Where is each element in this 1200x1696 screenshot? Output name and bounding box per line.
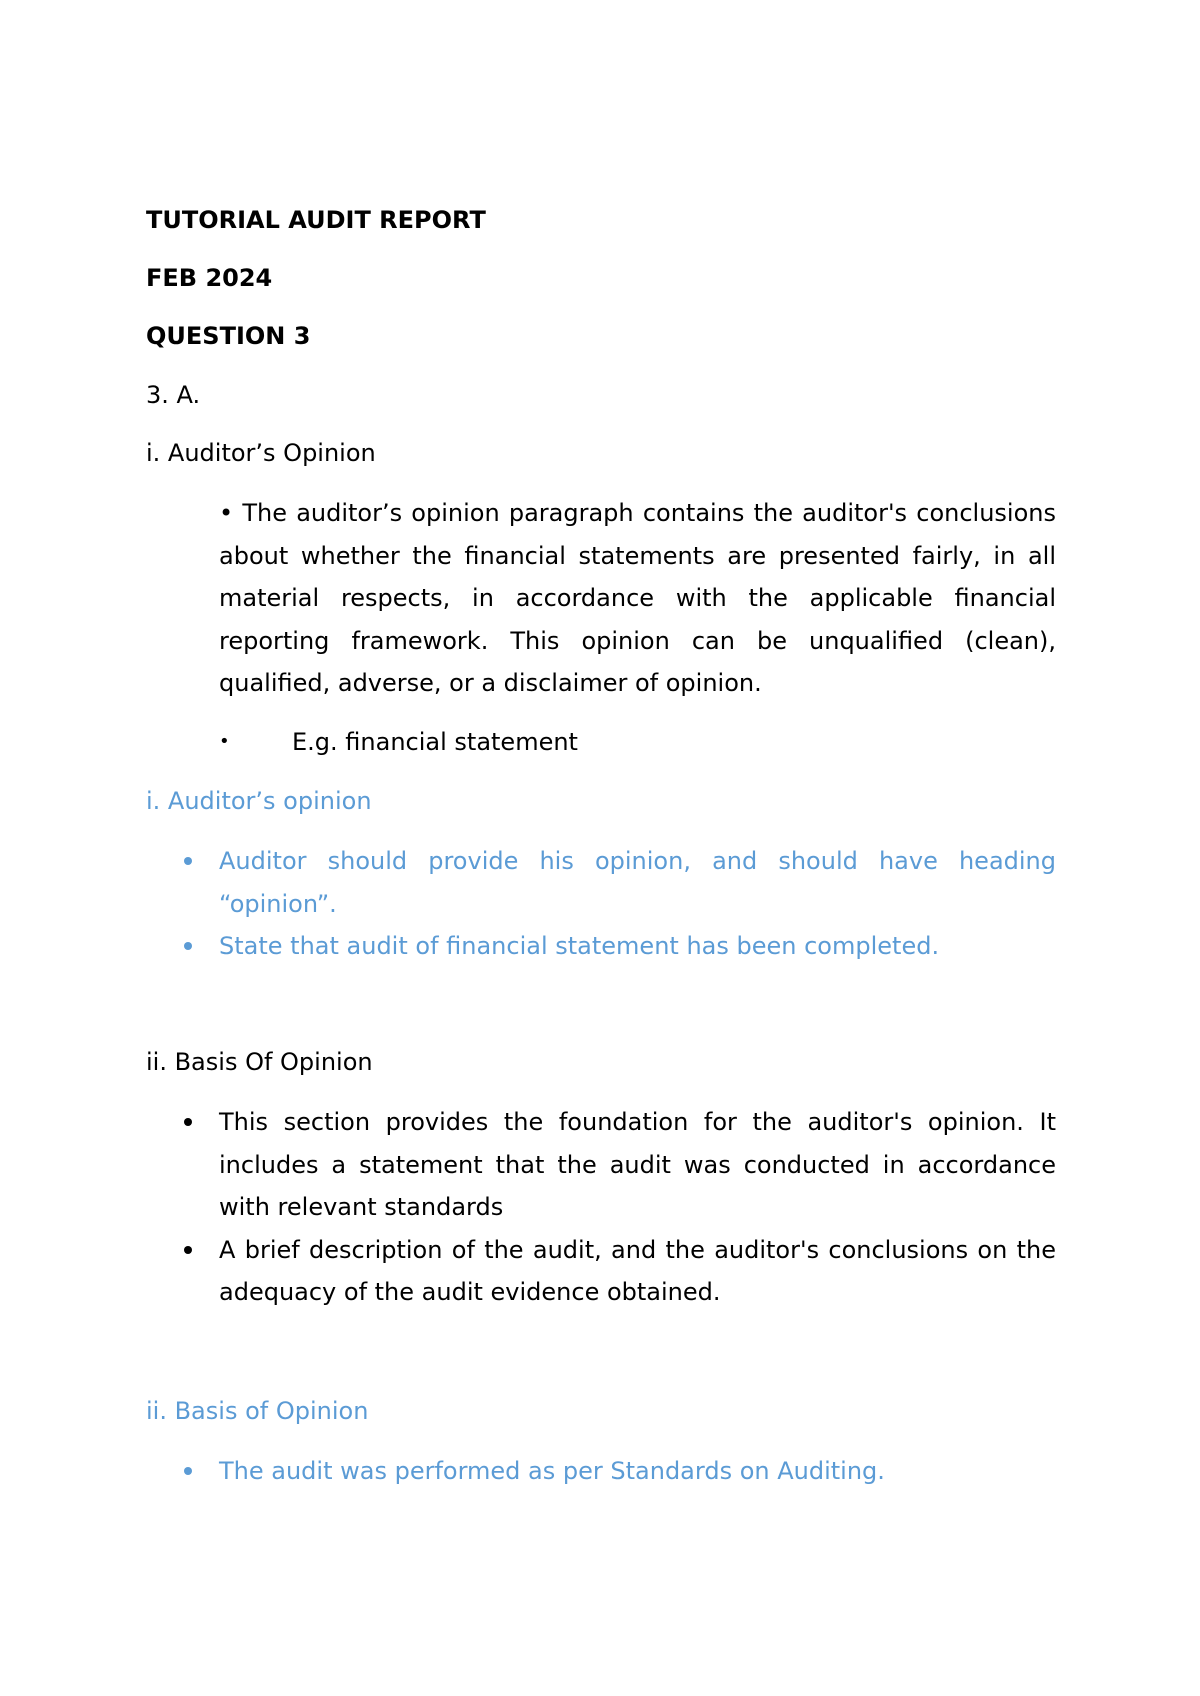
list-item: [146, 840, 1056, 925]
bullet-icon: [184, 942, 192, 950]
section1-paragraph: [219, 492, 1056, 705]
question-heading: QUESTION 3: [146, 322, 311, 350]
bullet-mark: •: [219, 499, 234, 527]
bullet-icon: [184, 1246, 192, 1254]
list-item-text: The audit was performed as per Standards on Auditing.: [219, 1457, 885, 1485]
bullet-icon: [184, 1118, 192, 1126]
section2-list: [146, 1101, 1056, 1314]
section2-heading: ii. Basis Of Opinion: [146, 1048, 373, 1076]
list-item: [146, 925, 1056, 968]
list-item-text: Auditor should provide his opinion, and should have heading “opinion”.: [219, 847, 1056, 918]
list-item: [146, 1450, 1056, 1493]
part-label: 3. A.: [146, 381, 201, 409]
document-page: [146, 0, 1056, 1696]
list-item-text: A brief description of the audit, and the auditor's conclusions on the adequacy of the audit evidence obtained.: [219, 1235, 1056, 1306]
document-date: FEB 2024: [146, 264, 273, 292]
list-item: [146, 1101, 1056, 1229]
section2-answer-heading: ii. Basis of Opinion: [146, 1397, 369, 1425]
list-item-text: State that audit of financial statement has been completed.: [219, 932, 940, 960]
document-title: TUTORIAL AUDIT REPORT: [146, 206, 486, 234]
bullet-icon: [184, 857, 192, 865]
section2-answer-list: [146, 1450, 1056, 1493]
section1-answer-heading: i. Auditor’s opinion: [146, 787, 372, 815]
section1-example: E.g. financial statement: [292, 728, 578, 756]
section1-heading: i. Auditor’s Opinion: [146, 439, 376, 467]
list-item: [146, 1229, 1056, 1314]
bullet-icon: [184, 1467, 192, 1475]
example-bullet-mark: •: [219, 731, 230, 752]
list-item-text: This section provides the foundation for the auditor's opinion. It includes a statement that the audit was conducted in accordance with relevant standards: [219, 1108, 1056, 1221]
section1-paragraph-text: The auditor’s opinion paragraph contains the auditor's conclusions about whether the financial statements are presented fairly, in all material respects, in accordance with the applicable financial reporting framework. This opinion can be unqualified (clean), qualified, adverse, or a disclaimer of opinion.: [219, 499, 1056, 697]
section1-answer-list: [146, 840, 1056, 968]
